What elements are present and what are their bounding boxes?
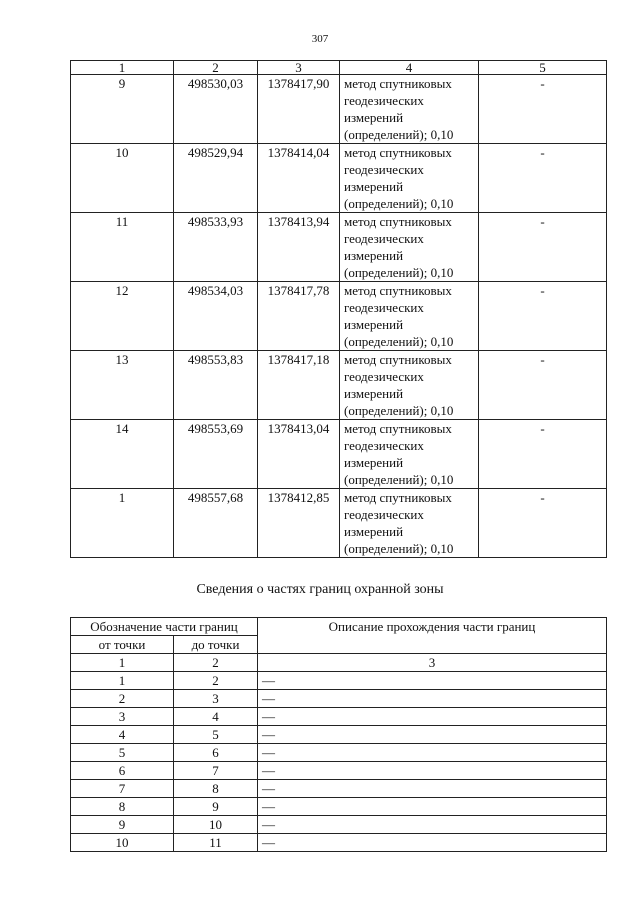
column-header-3: 3 xyxy=(258,61,340,75)
from-point-cell: 1 xyxy=(71,672,174,690)
from-point-cell: 6 xyxy=(71,762,174,780)
table-row xyxy=(71,489,607,558)
method-line: измерений xyxy=(344,248,404,263)
method-line: геодезических xyxy=(344,507,424,522)
method-cell xyxy=(340,282,479,351)
y-coordinate-cell: 1378413,04 xyxy=(258,420,340,489)
column-number-row xyxy=(71,654,607,672)
column-number-3: 3 xyxy=(258,654,607,672)
method-line: (определений); 0,10 xyxy=(344,265,454,280)
description-cell: — xyxy=(258,690,607,708)
point-number-cell: 11 xyxy=(71,213,174,282)
description-cell: — xyxy=(258,780,607,798)
description-cell: — xyxy=(258,834,607,852)
description-cell: — xyxy=(258,672,607,690)
method-line: (определений); 0,10 xyxy=(344,196,454,211)
method-line: геодезических xyxy=(344,162,424,177)
to-point-cell: 2 xyxy=(174,672,258,690)
to-point-cell: 8 xyxy=(174,780,258,798)
method-line: метод спутниковых xyxy=(344,421,452,436)
method-cell xyxy=(340,213,479,282)
from-point-cell: 3 xyxy=(71,708,174,726)
method-line: метод спутниковых xyxy=(344,214,452,229)
from-point-cell: 2 xyxy=(71,690,174,708)
from-point-cell: 7 xyxy=(71,780,174,798)
column-header-5: 5 xyxy=(479,61,607,75)
table-row xyxy=(71,672,607,690)
point-number-cell: 9 xyxy=(71,75,174,144)
y-coordinate-cell: 1378417,90 xyxy=(258,75,340,144)
header-part-designation: Обозначение части границ xyxy=(71,618,258,636)
column-header-4: 4 xyxy=(340,61,479,75)
x-coordinate-cell: 498533,93 xyxy=(174,213,258,282)
table-row xyxy=(71,282,607,351)
x-coordinate-cell: 498529,94 xyxy=(174,144,258,213)
table-row xyxy=(71,744,607,762)
to-point-cell: 4 xyxy=(174,708,258,726)
method-line: (определений); 0,10 xyxy=(344,127,454,142)
x-coordinate-cell: 498553,83 xyxy=(174,351,258,420)
to-point-cell: 6 xyxy=(174,744,258,762)
method-line: геодезических xyxy=(344,93,424,108)
y-coordinate-cell: 1378414,04 xyxy=(258,144,340,213)
table-row xyxy=(71,708,607,726)
table-row xyxy=(71,834,607,852)
header-description: Описание прохождения части границ xyxy=(258,618,607,654)
method-line: измерений xyxy=(344,386,404,401)
note-cell: - xyxy=(479,144,607,213)
method-line: измерений xyxy=(344,110,404,125)
description-cell: — xyxy=(258,726,607,744)
method-line: метод спутниковых xyxy=(344,145,452,160)
description-cell: — xyxy=(258,762,607,780)
method-line: измерений xyxy=(344,317,404,332)
y-coordinate-cell: 1378412,85 xyxy=(258,489,340,558)
description-cell: — xyxy=(258,816,607,834)
coordinates-table xyxy=(70,60,607,558)
from-point-cell: 10 xyxy=(71,834,174,852)
method-line: (определений); 0,10 xyxy=(344,334,454,349)
table-row xyxy=(71,762,607,780)
method-line: измерений xyxy=(344,179,404,194)
table-row xyxy=(71,144,607,213)
page-number: 307 xyxy=(311,33,329,45)
x-coordinate-cell: 498553,69 xyxy=(174,420,258,489)
column-header-1: 1 xyxy=(71,61,174,75)
method-cell xyxy=(340,351,479,420)
table-header-row xyxy=(71,61,607,75)
x-coordinate-cell: 498557,68 xyxy=(174,489,258,558)
table-row xyxy=(71,420,607,489)
table-row xyxy=(71,690,607,708)
column-number-2: 2 xyxy=(174,654,258,672)
method-line: геодезических xyxy=(344,369,424,384)
column-header-2: 2 xyxy=(174,61,258,75)
method-line: метод спутниковых xyxy=(344,352,452,367)
table-row xyxy=(71,213,607,282)
method-line: (определений); 0,10 xyxy=(344,472,454,487)
method-cell xyxy=(340,144,479,213)
point-number-cell: 1 xyxy=(71,489,174,558)
to-point-cell: 7 xyxy=(174,762,258,780)
note-cell: - xyxy=(479,489,607,558)
point-number-cell: 10 xyxy=(71,144,174,213)
to-point-cell: 10 xyxy=(174,816,258,834)
method-line: геодезических xyxy=(344,231,424,246)
method-line: геодезических xyxy=(344,300,424,315)
point-number-cell: 12 xyxy=(71,282,174,351)
to-point-cell: 9 xyxy=(174,798,258,816)
point-number-cell: 13 xyxy=(71,351,174,420)
method-cell xyxy=(340,420,479,489)
y-coordinate-cell: 1378417,18 xyxy=(258,351,340,420)
table-row xyxy=(71,726,607,744)
table-row xyxy=(71,75,607,144)
note-cell: - xyxy=(479,420,607,489)
header-from-point: от точки xyxy=(71,636,174,654)
method-line: измерений xyxy=(344,455,404,470)
to-point-cell: 5 xyxy=(174,726,258,744)
from-point-cell: 8 xyxy=(71,798,174,816)
note-cell: - xyxy=(479,75,607,144)
to-point-cell: 11 xyxy=(174,834,258,852)
method-line: метод спутниковых xyxy=(344,76,452,91)
description-cell: — xyxy=(258,708,607,726)
boundary-parts-table xyxy=(70,617,607,852)
note-cell: - xyxy=(479,213,607,282)
table-row xyxy=(71,798,607,816)
from-point-cell: 9 xyxy=(71,816,174,834)
y-coordinate-cell: 1378413,94 xyxy=(258,213,340,282)
point-number-cell: 14 xyxy=(71,420,174,489)
method-line: геодезических xyxy=(344,438,424,453)
section-title: Сведения о частях границ охранной зоны xyxy=(196,582,444,597)
table-row xyxy=(71,780,607,798)
description-cell: — xyxy=(258,744,607,762)
to-point-cell: 3 xyxy=(174,690,258,708)
y-coordinate-cell: 1378417,78 xyxy=(258,282,340,351)
table-row xyxy=(71,816,607,834)
note-cell: - xyxy=(479,351,607,420)
note-cell: - xyxy=(479,282,607,351)
table-header-row xyxy=(71,618,607,636)
method-line: (определений); 0,10 xyxy=(344,541,454,556)
method-cell xyxy=(340,489,479,558)
method-line: метод спутниковых xyxy=(344,283,452,298)
x-coordinate-cell: 498534,03 xyxy=(174,282,258,351)
from-point-cell: 4 xyxy=(71,726,174,744)
description-cell: — xyxy=(258,798,607,816)
table-row xyxy=(71,351,607,420)
column-number-1: 1 xyxy=(71,654,174,672)
header-to-point: до точки xyxy=(174,636,258,654)
method-line: метод спутниковых xyxy=(344,490,452,505)
method-line: (определений); 0,10 xyxy=(344,403,454,418)
method-line: измерений xyxy=(344,524,404,539)
method-cell xyxy=(340,75,479,144)
x-coordinate-cell: 498530,03 xyxy=(174,75,258,144)
from-point-cell: 5 xyxy=(71,744,174,762)
